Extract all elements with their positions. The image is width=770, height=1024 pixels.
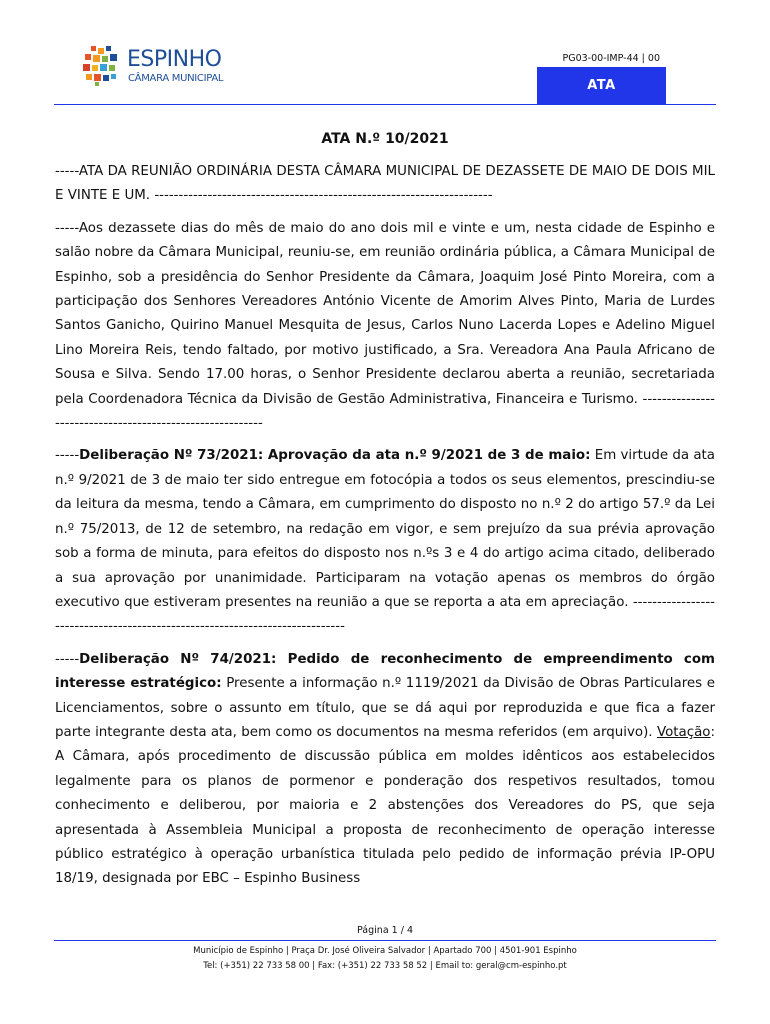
document-code: PG03-00-IMP-44 | 00 [562, 53, 660, 64]
logo-name: ESPINHO [127, 47, 222, 72]
paragraph-deliberation-73 [55, 444, 715, 639]
deliberation-73-text: Em virtude da ata n.º 9/2021 de 3 de maio ter sido entregue em fotocópia a todos os seus elementos, prescindiu-se da leitura da mesma, tendo a Câmara, em cumprimento do disposto no n.º 2 do artigo 57.º da Lei n.º 75/2013, de 12 de setembro, na redação em vigor, e sem prejuízo da sua prévia aprovação sob a forma de minuta, para efeitos do disposto nos n.ºs 3 e 4 do artigo acima citado, deliberado a sua aprovação por unanimidade. Participaram na votação apenas os membros do órgão executivo que estiveram presentes na reunião a que se reporta a ata em apreciação. ----------------------------------------------------------------------------- [55, 448, 716, 635]
deliberation-73-heading: Deliberação Nº 73/2021: Aprovação da ata n.º 9/2021 de 3 de maio: [79, 448, 591, 464]
header-divider [54, 104, 716, 105]
votacao-label: Votação [656, 724, 711, 740]
logo-subtitle: CÂMARA MUNICIPAL [128, 73, 224, 84]
deliberation-74-heading: Deliberação Nº 74/2021: Pedido de reconhecimento de empreendimento com interesse estratégico: [55, 651, 715, 692]
page-header [0, 0, 770, 110]
footer-divider [54, 940, 716, 941]
document-body [55, 128, 715, 900]
deliberation-74-vote-text: : A Câmara, após procedimento de discussão pública em moldes idênticos aos estabelecidos legalmente para os planos de pormenor e ponderação dos respetivos resultados, tomou conhecimento e deliberou, por maioria e 2 abstenções dos Vereadores do PS, que seja apresentada à Assembleia Municipal a proposta de reconhecimento de operação interesse público estratégico à operação urbanística titulada pelo pedido de informação prévia IP-OPU 18/19, designada por EBC – Espinho Business [55, 724, 715, 887]
footer-address: Município de Espinho | Praça Dr. José Oliveira Salvador | Apartado 700 | 4501-901 Espinho [193, 946, 577, 956]
dash-prefix: ----- [55, 448, 80, 464]
deliberation-74-text: Presente a informação n.º 1119/2021 da Divisão de Obras Particulares e Licenciamentos, sobre o assunto em título, que se dá aqui por reproduzida e que fica a fazer parte integrante desta ata, bem como os documentos na mesma referidos (em arquivo). [55, 676, 715, 740]
paragraph-deliberation-74 [55, 648, 715, 892]
espinho-logo [83, 46, 253, 88]
footer-contacts: Tel: (+351) 22 733 58 00 | Fax: (+351) 22 733 58 52 | Email to: geral@cm-espinho.pt [203, 961, 567, 971]
dash-prefix: ----- [55, 651, 80, 667]
paragraph-heading: -----ATA DA REUNIÃO ORDINÁRIA DESTA CÂMARA MUNICIPAL DE DEZASSETE DE MAIO DE DOIS MIL E VINTE E UM. ---------------------------------------------------------------------- [55, 164, 715, 204]
paragraph-opening: -----Aos dezassete dias do mês de maio do ano dois mil e vinte e um, nesta cidade de Espinho e salão nobre da Câmara Municipal, reuniu-se, em reunião ordinária pública, a Câmara Municipal de Espinho, sob a presidência do Senhor Presidente da Câmara, Joaquim José Pinto Moreira, com a participação dos Senhores Vereadores António Vicente de Amorim Alves Pinto, Maria de Lurdes Santos Ganicho, Quirino Manuel Mesquita de Jesus, Carlos Nuno Lacerda Lopes e Adelino Miguel Lino Moreira Reis, tendo faltado, por motivo justificado, a Sra. Vereadora Ana Paula Africano de Sousa e Silva. Sendo 17.00 horas, o Senhor Presidente declarou aberta a reunião, secretariada pela Coordenadora Técnica da Divisão de Gestão Administrativa, Financeira e Turismo. ---------------------------------------------------------- [55, 220, 715, 432]
document-type-badge: ATA [537, 67, 666, 104]
logo-mosaic-icon [83, 46, 121, 86]
document-title: ATA N.º 10/2021 [321, 131, 449, 147]
page-number: Página 1 / 4 [357, 925, 413, 936]
page-footer [0, 925, 770, 971]
